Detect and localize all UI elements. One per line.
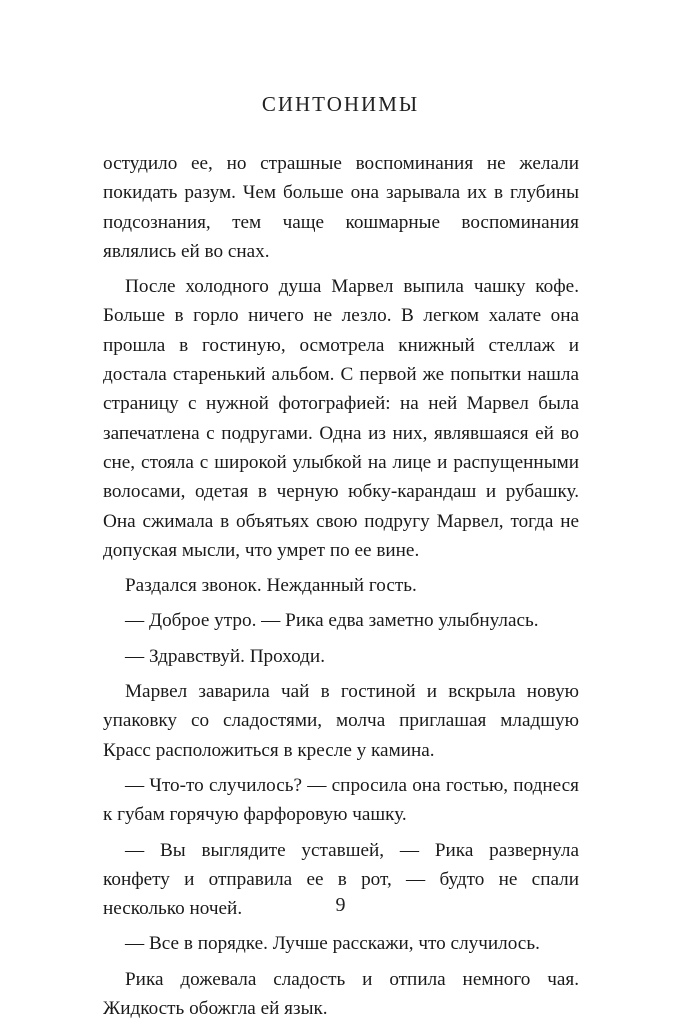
paragraph: Марвел заварила чай в гостиной и вскрыла новую упаковку со сладостями, молча приглашая младшую Красс расположиться в кресле у камина. bbox=[103, 681, 579, 761]
paragraph: Рика дожевала сладость и отпила немного чая. Жидкость обожгла ей язык. bbox=[103, 968, 579, 1020]
dialogue-line: — Вы выглядите уставшей, — Рика развернула конфету и отправила ее в рот, — будто не спали несколько ночей. bbox=[103, 839, 579, 920]
paragraph-continued: остудило ее, но страшные воспоминания не желали покидать разум. Чем больше она зарывала их в глубины подсознания, тем чаще кошмарные воспоминания являлись ей во снах. bbox=[103, 153, 579, 262]
dialogue-line: — Доброе утро. — Рика едва заметно улыбнулась. bbox=[125, 610, 539, 632]
paragraph: Раздался звонок. Нежданный гость. bbox=[125, 575, 417, 597]
page-number: 9 bbox=[335, 894, 346, 916]
paragraph: После холодного душа Марвел выпила чашку кофе. Больше в горло ничего не лезло. В легком халате она прошла в гостиную, осмотрела книжный стеллаж и достала старенький альбом. С первой же попытки нашла страницу с нужной фотографией: на ней Марвел была запечатлена с подругами. Одна из них, являвшаяся ей во сне, стояла с широкой улыбкой на лице и распущенными волосами, одетая в черную юбку-карандаш и рубашку. Она сжимала в объятьях свою подругу Марвел, тогда не допуская мысли, что умрет по ее вине. bbox=[103, 276, 579, 561]
dialogue-line: — Что-то случилось? — спросила она гостью, поднеся к губам горячую фарфоровую чашку. bbox=[103, 774, 579, 826]
body-text bbox=[103, 149, 579, 1023]
dialogue-line: — Все в порядке. Лучше расскажи, что случилось. bbox=[125, 933, 540, 955]
running-head: СИНТОНИМЫ bbox=[261, 92, 420, 116]
dialogue-line: — Здравствуй. Проходи. bbox=[125, 645, 325, 667]
